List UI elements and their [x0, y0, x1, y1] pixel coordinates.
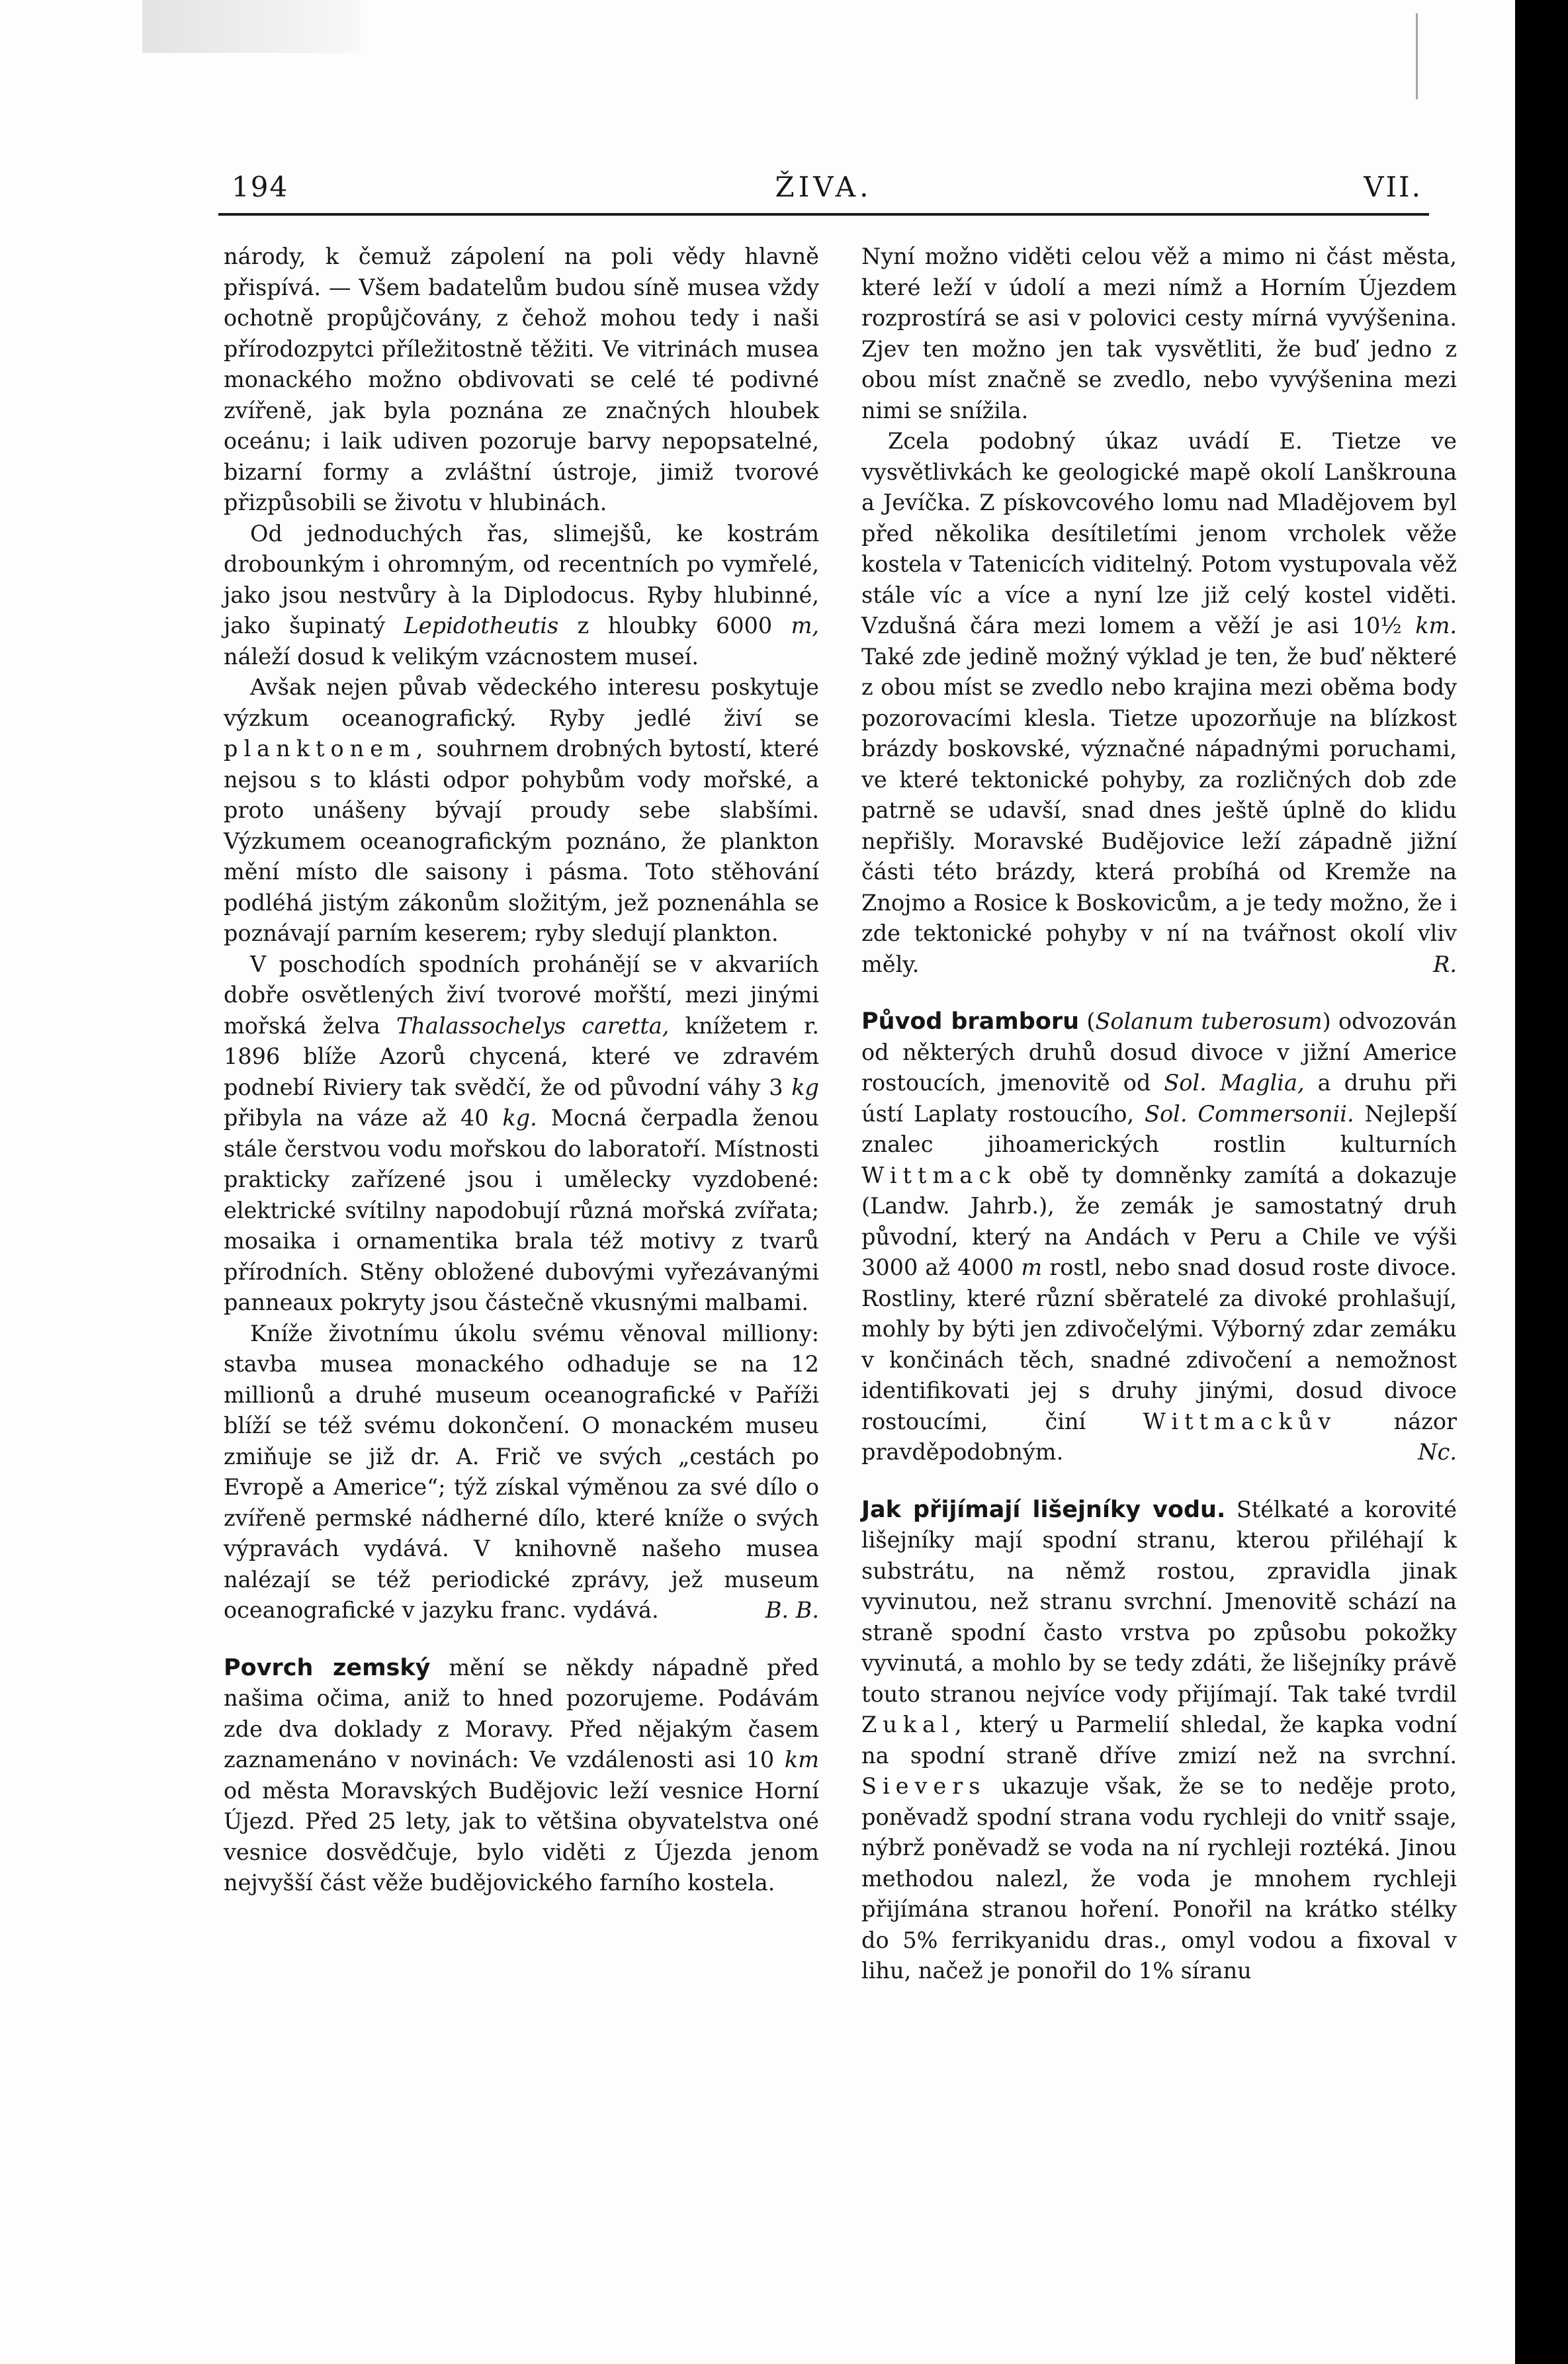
- section-povrch-zemsky: Povrch zemský mění se někdy nápadně před našima očima, aniž to hned pozorujeme. Podávám zde dva doklady z Moravy. Před nějakým časem zaznamenáno v novinách: Ve vzdálenosti asi 10 km od města Moravských Budějovic leží vesnice Horní Újezd. Před 25 lety, jak to většina obyvatelstva oné vesnice dosvědčuje, bylo viděti z Újezda jenom nejvyšší část věže budějovického farního kostela.: [224, 1654, 820, 1896]
- header-rule: [218, 213, 1429, 216]
- paragraph: Avšak nejen půvab vědeckého interesu poskytuje výzkum oceanografický. Ryby jedlé živí se planktonem, souhrnem drobných bytostí, které nejsou s to klásti odpor pohybům vody mořské, a proto unášeny bývají proudy sebe slabšími. Výzkumem oceanografickým poznáno, že plankton mění místo dle saisony i pásma. Toto stěhování podléhá jistým zákonům složitým, jež poznenáhla se poznávají parním keserem; ryby sledují plankton.: [224, 674, 819, 946]
- paragraph: národy, k čemuž zápolení na poli vědy hlavně přispívá. — Všem badatelům budou síně musea vždy ochotně propůjčovány, z čehož mohou tedy i naši přírodozpytci příležitostně těžiti. Ve vitrinách musea monackého možno obdivovati se celé té podivné zvířeně, jak byla poznána ze značných hloubek oceánu; i laik udiven pozoruje barvy nepopsatelné, bizarní formy a zvláštní ústroje, jimiž tvorové přizpůsobili se životu v hlubinách.: [224, 243, 819, 515]
- left-column: [224, 241, 819, 1899]
- volume-number: VII.: [1364, 171, 1422, 203]
- author-signature: Nc.: [1418, 1439, 1457, 1465]
- author-signature: B. B.: [765, 1597, 819, 1623]
- paragraph: V poschodích spodních prohánějí se v akvariích dobře osvětlených živí tvorové mořští, mezi jinými mořská želva Thalassochelys caretta, knížetem r. 1896 blíže Azorů chycená, které ve zdravém podnebí Riviery tak svědčí, že od původní váhy 3 kg přibyla na váze až 40 kg. Mocná čerpadla ženou stále čerstvou vodu mořskou do laboratoří. Místnosti prakticky zařízené jsou i umělecky vyzdobené: elektrické svítilny napodobují různá mořská zvířata; mosaika i ornamentika brala též motivy z tvarů přírodních. Stěny obložené dubovými vyřezávanými panneaux pokryty jsou částečně vkusnými malbami.: [224, 951, 819, 1315]
- journal-title: ŽIVA.: [775, 171, 873, 203]
- section-lisejniky: Jak přijímají lišejníky vodu. Stélkaté a korovité lišejníky mají spodní stranu, kterou přiléhají k substrátu, na němž rostou, zpravidla jinak vyvinutou, než stranu svrchní. Jmenovitě schází na straně spodní často vrstva po způsobu pokožky vyvinutá, a mohlo by se tedy zdáti, že lišejníky právě touto stranou nejvíce vody přijímají. Tak také tvrdil Zukal, který u Parmelií shledal, že kapka vodní na spodní straně dříve zmizí než na svrchní. Sievers ukazuje však, že se to neděje proto, poněvadž spodní strana vodu rychleji do vnitř ssaje, nýbrž poněvadž se voda na ní rychleji roztéká. Jinou methodou nalezl, že voda je mnohem rychleji přijímána stranou hoření. Ponořil na krátko stélky do 5% ferrikyanidu dras., omyl vodou a fixoval v lihu, načež je ponořil do 1% síranu: [861, 1496, 1457, 1984]
- page-number: 194: [232, 171, 289, 203]
- section-title: Původ bramboru: [861, 1008, 1080, 1035]
- section-title: Jak přijímají lišejníky vodu.: [861, 1496, 1226, 1523]
- right-column: [861, 241, 1457, 1987]
- paragraph: Nyní možno viděti celou věž a mimo ni část města, které leží v údolí a mezi nímž a Horním Újezdem rozprostírá se asi v polovici cesty mírná vyvýšenina. Zjev ten možno jen tak vysvětliti, že buď jedno z obou míst značně se zvedlo, nebo vyvýšenina mezi nimi se snížila.: [861, 243, 1457, 423]
- scan-smudge: [142, 0, 361, 53]
- section-title: Povrch zemský: [224, 1654, 431, 1681]
- paragraph: Zcela podobný úkaz uvádí E. Tietze ve vysvětlivkách ke geologické mapě okolí Lanškrouna a Jevíčka. Z pískovcového lomu nad Mladějovem byl před několika desítiletími jenom vrcholek věže kostela v Tatenicích viditelný. Potom vystupovala věž stále víc a více a nyní lze již celý kostel viděti. Vzdušná čára mezi lomem a věží je asi 10½ km. Také zde jedině možný výklad je ten, že buď některé z obou míst se zvedlo nebo krajina mezi oběma body pozorovacími klesla. Tietze upozorňuje na blízkost brázdy boskovské, význačné nápadnými poruchami, ve které tektonické pohyby, za rozličných dob zde patrně se udavší, snad dnes ještě úplně do klidu nepřišly. Moravské Budějovice leží západně jižní části této brázdy, která probíhá od Kremže na Znojmo a Rosice k Boskovicům, a je tedy možno, že i zde tektonické pohyby v ní na tvářnost okolí vliv měly. R.: [861, 426, 1457, 980]
- author-signature: R.: [1433, 951, 1457, 977]
- section-puvod-bramboru: Původ bramboru (Solanum tuberosum) odvozován od některých druhů dosud divoce v jižní Americe rostoucích, jmenovitě od Sol. Maglia, a druhu při ústí Laplaty rostoucího, Sol. Commersonii. Nejlepší znalec jihoamerických rostlin kulturních Wittmack obě ty domněnky zamítá a dokazuje (Landw. Jahrb.), že zemák je samostatný druh původní, který na Andách v Peru a Chile ve výši 3000 až 4000 m rostl, nebo snad dosud roste divoce. Rostliny, které různí sběratelé za divoké prohlašují, mohly by býti jen zdivočelými. Výborný zdar zemáku v končinách těch, snadné zdivočení a nemožnost identifikovati jej s druhy jinými, dosud divoce rostoucími, činí Wittmackův názor pravděpodobným. Nc.: [861, 1006, 1457, 1468]
- scan-edge-mark: [1416, 13, 1444, 99]
- paragraph: Od jednoduchých řas, slimejšů, ke kostrám drobounkým i ohromným, od recentních po vymřelé, jako jsou nestvůry à la Diplodocus. Ryby hlubinné, jako šupinatý Lepidotheutis z hloubky 6000 m, náleží dosud k velikým vzácnostem museí.: [224, 520, 819, 670]
- paragraph: Kníže životnímu úkolu svému věnoval milliony: stavba musea monackého odhaduje se na 12 millionů a druhé museum oceanografické v Paříži blíží se též svému dokončení. O monackém museu zmiňuje se již dr. A. Frič ve svých „cestách po Evropě a Americe“; týž získal výměnou za své dílo o zvířeně permské nádherné dílo, které kníže o svých výpravách vydává. V knihovně našeho musea nalézají se též periodické zprávy, jež museum oceanografické v jazyku franc. vydává. B. B.: [224, 1319, 819, 1626]
- running-header: [218, 165, 1429, 205]
